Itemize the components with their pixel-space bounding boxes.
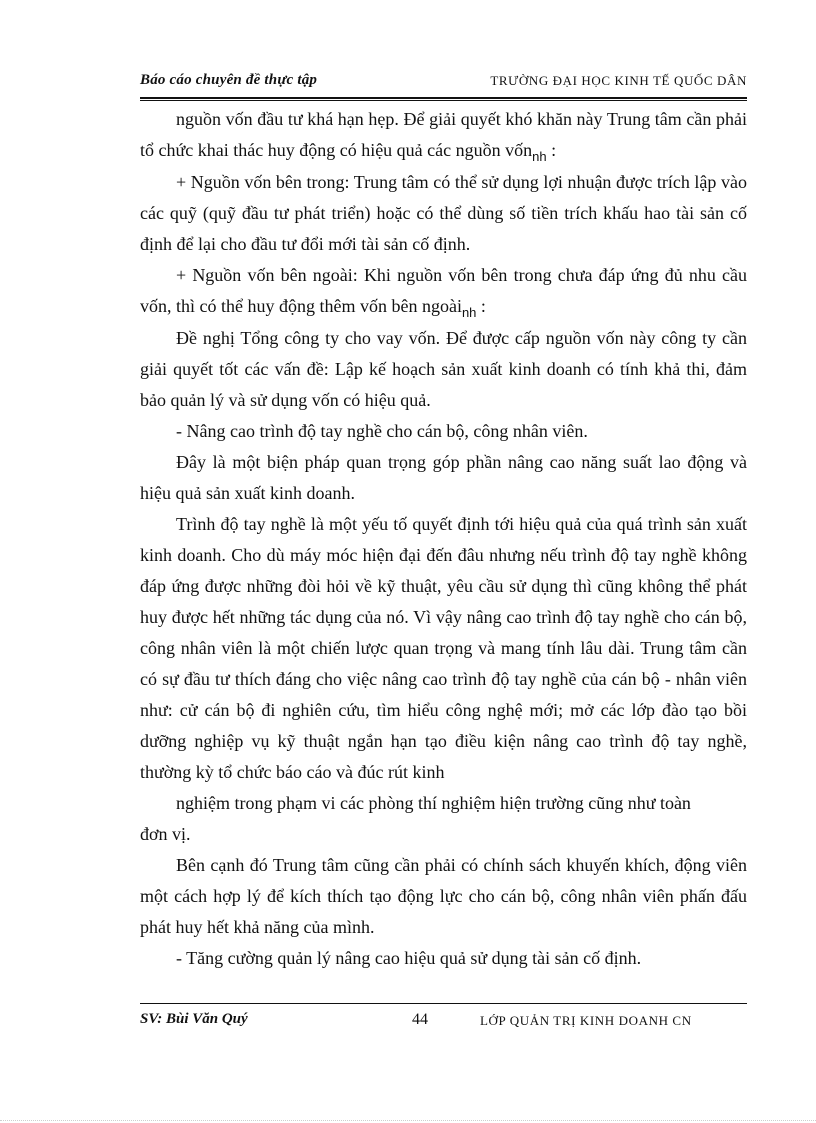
paragraph-3: + Nguồn vốn bên ngoài: Khi nguồn vốn bên trong chưa đáp ứng đủ nhu cầu vốn, thì có thể huy động thêm vốn bên ngoài$_{nh}$ :	[140, 265, 747, 320]
bullet-asset-management: - Tăng cường quản lý nâng cao hiệu quả sử dụng tài sản cố định.	[176, 948, 642, 968]
university-name: TRƯỜNG ĐẠI HỌC KINH TẾ QUỐC DÂN	[490, 73, 747, 88]
subscript-nh: nh	[461, 305, 477, 320]
paragraph-2: + Nguồn vốn bên trong: Trung tâm có thể sử dụng lợi nhuận được trích lập vào các quỹ (quỹ đầu tư phát triển) hoặc có thể dùng số tiền trích khấu hao tài sản cố định để lại cho đầu tư đổi mới tài sản cố định.	[140, 172, 747, 254]
paragraph-7-continued: nghiệm trong phạm vi các phòng thí nghiệm hiện trường cũng như toàn	[176, 793, 691, 813]
student-name: SV: Bùi Văn Quý	[140, 1011, 248, 1027]
paragraph-6: Đây là một biện pháp quan trọng góp phần nâng cao năng suất lao động và hiệu quả sản xuất kinh doanh.	[140, 452, 747, 503]
class-name: LỚP QUẢN TRỊ KINH DOANH CN	[480, 1013, 692, 1028]
header-divider	[140, 97, 747, 99]
paragraph-1: nguồn vốn đầu tư khá hạn hẹp. Để giải quyết khó khăn này Trung tâm cần phải tổ chức khai thác huy động có hiệu quả các nguồn vốn$_{nh}$ :	[140, 109, 747, 164]
page-number: 44	[412, 1011, 428, 1028]
page-header	[140, 72, 747, 96]
report-title: Báo cáo chuyên đề thực tập	[140, 72, 318, 88]
paragraph-4: Đề nghị Tổng công ty cho vay vốn. Để được cấp nguồn vốn này công ty cần giải quyết tốt các vấn đề: Lập kế hoạch sản xuất kinh doanh có tính khả thi, đảm bảo quản lý và sử dụng vốn có hiệu quả.	[140, 328, 747, 410]
bullet-skill-training: - Nâng cao trình độ tay nghề cho cán bộ, công nhân viên.	[176, 421, 588, 441]
body-text	[140, 104, 747, 974]
subscript-nh: nh	[532, 149, 547, 164]
paragraph-7-end: đơn vị.	[140, 824, 191, 844]
footer-divider	[140, 1003, 747, 1004]
page-edge-divider	[0, 1120, 816, 1121]
paragraph-7: Trình độ tay nghề là một yếu tố quyết định tới hiệu quả của quá trình sản xuất kinh doanh. Cho dù máy móc hiện đại đến đâu nhưng nếu trình độ tay nghề không đáp ứng được những đòi hỏi về kỹ thuật, yêu cầu sử dụng thì cũng không thể phát huy được hết những tác dụng của nó. Vì vậy nâng cao trình độ tay nghề cho cán bộ, công nhân viên là một chiến lược quan trọng và mang tính lâu dài. Trung tâm cần có sự đầu tư thích đáng cho việc nâng cao trình độ tay nghề của cán bộ - nhân viên như: cử cán bộ đi nghiên cứu, tìm hiểu công nghệ mới; mở các lớp đào tạo bồi dưỡng nghiệp vụ kỹ thuật ngắn hạn tạo điều kiện nâng cao trình độ tay nghề, thường kỳ tổ chức báo cáo và đúc rút kinh	[140, 514, 747, 782]
paragraph-8: Bên cạnh đó Trung tâm cũng cần phải có chính sách khuyến khích, động viên một cách hợp lý để kích thích tạo động lực cho cán bộ, công nhân viên phấn đấu phát huy hết khả năng của mình.	[140, 855, 747, 937]
page-footer	[140, 1011, 747, 1033]
header-divider-thin	[140, 100, 747, 101]
